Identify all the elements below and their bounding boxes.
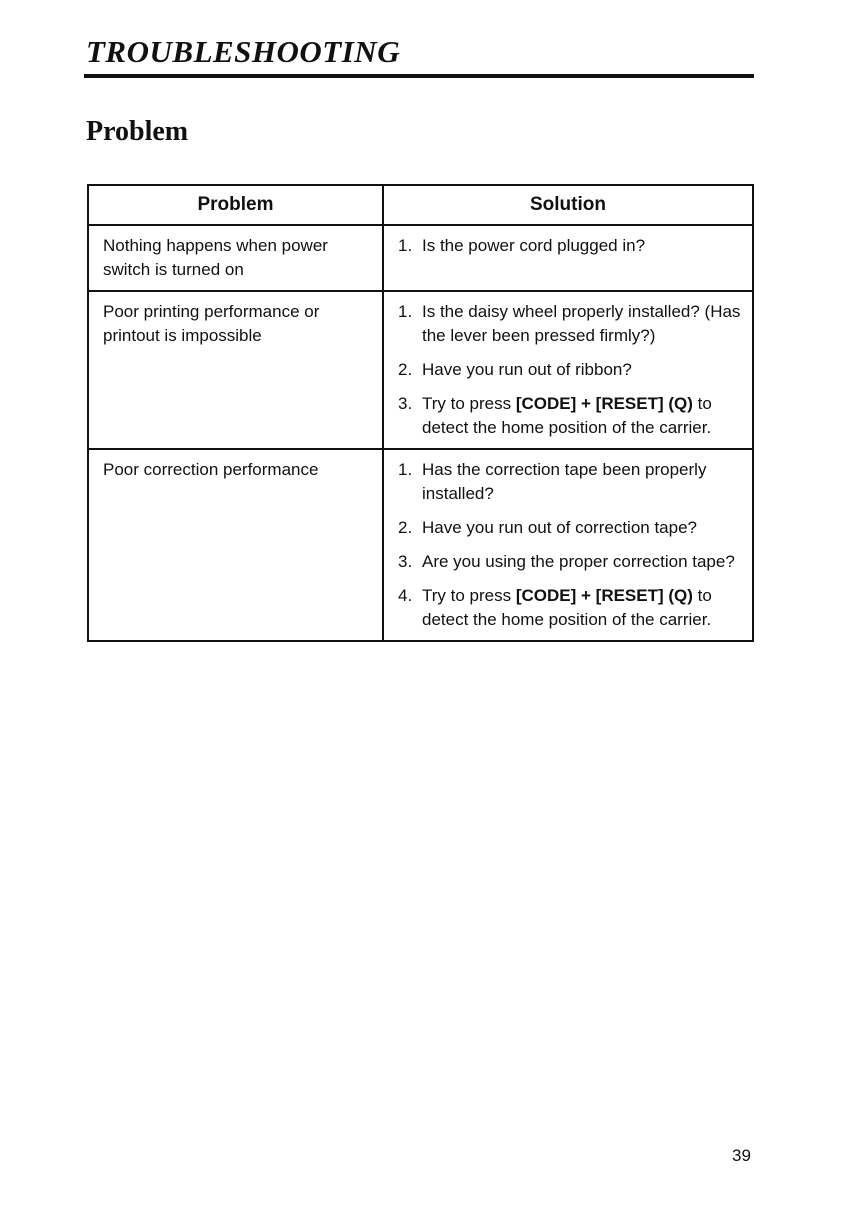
problem-cell: Nothing happens when power switch is turned on: [89, 225, 383, 291]
step-number: 2.: [398, 360, 413, 379]
step-number: 1.: [398, 302, 413, 321]
step-text: Is the power cord plugged in?: [422, 236, 646, 255]
step-number: 3.: [398, 394, 413, 413]
step-text-pre: Try to press: [422, 394, 516, 413]
solution-step: [398, 234, 742, 258]
step-text: Have you run out of correction tape?: [422, 518, 697, 537]
solution-cell: [383, 449, 752, 640]
step-text: Has the correction tape been properly installed?: [422, 460, 707, 503]
step-text-pre: Try to press: [422, 586, 516, 605]
step-number: 1.: [398, 460, 413, 479]
table-row: [89, 225, 752, 291]
step-text: Is the daisy wheel properly installed? (Has the lever been pressed firmly?): [422, 302, 741, 345]
step-text-post: to detect the home position of the carrier.: [422, 394, 712, 437]
step-number: 2.: [398, 518, 413, 537]
solution-step: [398, 550, 742, 574]
step-number: 1.: [398, 236, 413, 255]
column-header-solution: Solution: [383, 186, 752, 225]
step-text-post: to detect the home position of the carrier.: [422, 586, 712, 629]
page-number: 39: [732, 1146, 751, 1165]
key-combination: [CODE] + [RESET] (Q): [515, 394, 693, 413]
step-text: Have you run out of ribbon?: [422, 360, 632, 379]
solution-cell: [383, 291, 752, 449]
column-header-problem: Problem: [89, 186, 383, 225]
solution-step: [398, 300, 742, 348]
table-header-row: [89, 186, 752, 225]
solution-step: [398, 358, 742, 382]
table-row: [89, 291, 752, 449]
step-text: [422, 584, 742, 632]
step-number: 4.: [398, 586, 413, 605]
key-combination: [CODE] + [RESET] (Q): [515, 586, 693, 605]
step-text: [422, 392, 742, 440]
section-header-title: TROUBLESHOOTING: [86, 34, 401, 69]
solution-step: [398, 584, 742, 632]
step-text: Are you using the proper correction tape?: [422, 552, 735, 571]
header-rule: [84, 74, 754, 78]
problem-cell: Poor correction performance: [103, 460, 319, 479]
table-row: [89, 449, 752, 640]
troubleshooting-table: [87, 184, 754, 642]
solution-step: [398, 392, 742, 440]
solution-cell: [383, 225, 752, 291]
problem-cell: Poor printing performance or printout is impossible: [89, 291, 383, 449]
page-title: Problem: [86, 116, 189, 147]
solution-step: [398, 516, 742, 540]
step-number: 3.: [398, 552, 413, 571]
solution-step: [398, 458, 742, 506]
